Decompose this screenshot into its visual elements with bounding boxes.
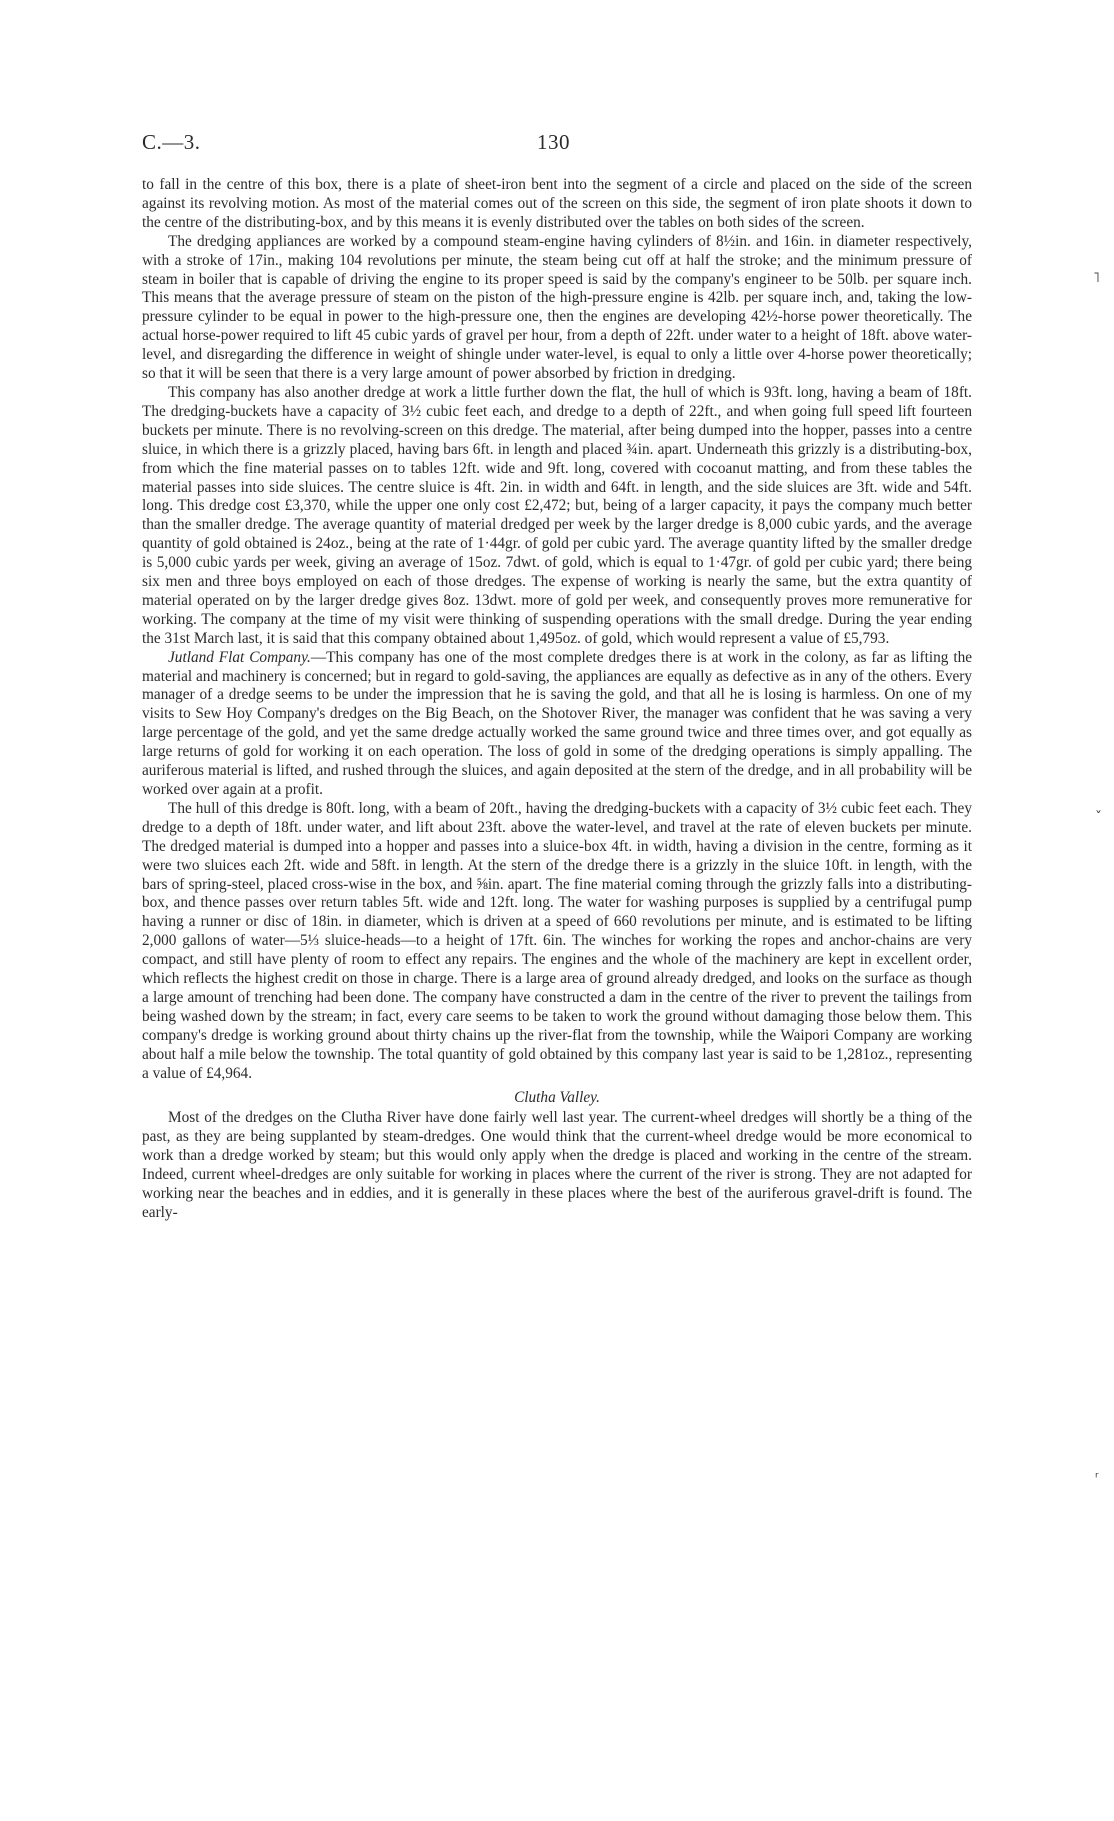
paragraph-second-dredge: This company has also another dredge at work a little further down the flat, the hull of which is 93ft. long, having a beam of 18ft. The dredging-buckets have a capacity of 3½ cubic feet each, and dredge to a depth of 22ft., and when going full speed lift fourteen buckets per minute. There is no revolving-screen on this dredge. The material, after being dumped into the hopper, passes into a centre sluice, in which there is a grizzly placed, having bars 6ft. in length and placed ¾in. apart. Underneath this grizzly is a distributing-box, from which the fine material passes on to tables 12ft. wide and 9ft. long, covered with cocoanut matting, and from these tables the material passes into side sluices. The centre sluice is 4ft. 2in. in width and 64ft. in length, and the side sluices are 3ft. wide and 54ft. long. This dredge cost £3,370, while the upper one only cost £2,472; but, being of a larger capacity, it pays the company much better than the smaller dredge. The average quantity of material dredged per week by the larger dredge is 8,000 cubic yards, and the average quantity of gold obtained is 24oz., being at the rate of 1·44gr. of gold per cubic yard. The average quantity lifted by the smaller dredge is 5,000 cubic yards per week, giving an average of 15oz. 7dwt. of gold, which is equal to 1·47gr. of gold per cubic yard; there being six men and three boys employed on each of those dredges. The expense of working is nearly the same, but the extra quantity of material operated on by the larger dredge gives 8oz. 13dwt. more of gold per week, and consequently proves more remunerative for working. The company at the time of my visit were thinking of suspending operations with the small dredge. During the year ending the 31st March last, it is said that this company obtained about 1,495oz. of gold, which would represent a value of £5,793.	[142, 383, 972, 647]
paragraph-clutha-valley: Most of the dredges on the Clutha River have done fairly well last year. The current-wheel dredges will shortly be a thing of the past, as they are being supplanted by steam-dredges. One would think that the current-wheel dredge would be more economical to work than a dredge worked by steam; but this would only apply when the dredge is placed and working in the centre of the stream. Indeed, current wheel-dredges are only suitable for working in places where the current of the river is strong. They are not adapted for working near the beaches and in eddies, and it is generally in these places where the best of the auriferous gravel-drift is found. The early-	[142, 1109, 972, 1221]
margin-mark-icon: ʳ	[1095, 1470, 1099, 1486]
section-heading-container	[142, 1089, 972, 1108]
paragraph-continued: to fall in the centre of this box, there is a plate of sheet-iron bent into the segment of a circle and placed on the side of the screen against its revolving motion. As most of the material comes out of the screen on this side, the segment of iron plate shoots it down to the centre of the distributing-box, and by this means it is evenly distributed over the tables on both sides of the screen.	[142, 176, 972, 231]
document-reference: C.—3.	[142, 130, 201, 154]
page-number: 130	[537, 130, 570, 154]
body-text	[142, 176, 972, 1223]
company-name-lead: Jutland Flat Company.	[168, 648, 311, 666]
paragraph-jutland-flat	[142, 649, 972, 800]
paragraph-hull-description: The hull of this dredge is 80ft. long, with a beam of 20ft., having the dredging-buckets with a capacity of 3½ cubic feet each. They dredge to a depth of 18ft. under water, and lift about 23ft. above the water-level, and travel at the rate of eleven buckets per minute. The dredged material is dumped into a hopper and passes into a sluice-box 4ft. in width, having a division in the centre, forming as it were two sluices each 2ft. wide and 58ft. in length. At the stern of the dredge there is a grizzly in the sluice 10ft. in length, with the bars of spring-steel, placed cross-wise in the box, and ⅝in. apart. The fine material coming through the grizzly falls into a distributing-box, and thence passes over return tables 5ft. wide and 12ft. long. The water for washing purposes is supplied by a centrifugal pump having a runner or disc of 18in. in diameter, which is driven at a speed of 660 revolutions per minute, and is estimated to be lifting 2,000 gallons of water—5⅓ sluice-heads—to a height of 17ft. 6in. The winches for working the ropes and anchor-chains are very compact, and still have plenty of room to effect any repairs. The engines and the whole of the machinery are kept in excellent order, which reflects the highest credit on those in charge. There is a large area of ground already dredged, and looks on the surface as though a large amount of trenching had been done. The company have constructed a dam in the centre of the river to prevent the tailings from being washed down by the stream; in fact, every care seems to be taken to work the ground without damaging those below them. This company's dredge is working ground about thirty chains up the river-flat from the township, while the Waipori Company are working about half a mile below the township. The total quantity of gold obtained by this company last year is said to be 1,281oz., representing a value of £4,964.	[142, 799, 972, 1082]
paragraph-jutland-text: —This company has one of the most complete dredges there is at work in the colony, as far as lifting the material and machinery is concerned; but in regard to gold-saving, the appliances are equally as defective as in any of the others. Every manager of a dredge seems to be under the impression that he is saving the gold, and that all he is losing is harmless. On one of my visits to Sew Hoy Company's dredges on the Big Beach, on the Shotover River, the manager was confident that he was saving a very large percentage of the gold, and yet the same dredge actually worked the same ground twice and three times over, and got equally as large returns of gold for working it on each operation. The loss of gold in some of the dredging operations is simply appalling. The auriferous material is lifted, and rushed through the sluices, and again deposited at the stern of the dredge, and in all probability will be worked over again at a profit.	[142, 648, 973, 798]
margin-mark-icon: ˥	[1093, 270, 1100, 286]
section-heading: Clutha Valley.	[514, 1088, 600, 1106]
paragraph-steam-engine: The dredging appliances are worked by a compound steam-engine having cylinders of 8½in. and 16in. in diameter respectively, with a stroke of 17in., making 104 revolutions per minute, the steam being cut off at half the stroke; and the minimum pressure of steam in boiler that is capable of driving the engine to its proper speed is said by the company's engineer to be 50lb. per square inch. This means that the average pressure of steam on the piston of the high-pressure engine is 42lb. per square inch, and, taking the low-pressure cylinder to be equal in power to the high-pressure one, then the engines are developing 42½-horse power theoretically. The actual horse-power required to lift 45 cubic yards of gravel per hour, from a depth of 22ft. under water to a height of 18ft. above water-level, and disregarding the difference in weight of shingle under water-level, is equal to only a little over 4-horse power theoretically; so that it will be seen that there is a very large amount of power absorbed by friction in dredging.	[142, 232, 972, 383]
margin-tick-icon: ˇ	[1095, 810, 1102, 826]
